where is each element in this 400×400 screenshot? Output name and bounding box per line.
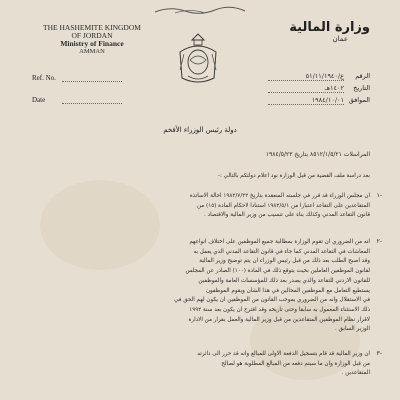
paragraph-line: المتقاعدين على التقاعد اعتبارا من ١٩٨٢/٥/١ استنادا لاحكام المادة (١٥) من	[196, 202, 370, 209]
field-label: التاريخ	[353, 84, 370, 92]
paragraph-line: من قبل الوزارة وان ما سيتم دفعه من المبالغ المطلوبة هو لصالح	[221, 360, 370, 367]
ref-number-field	[32, 74, 122, 82]
ministry-title: وزارة المالية	[289, 20, 370, 35]
paragraph-line: ذلك الاستثناء المعمول به سابقا وحتى تاريخه وقد اقترح ان يكون بعد سنة ١٩٩٢	[189, 306, 370, 313]
paragraph-number: ٣-	[376, 350, 382, 357]
field-value: ١٤٠٢هـ	[268, 84, 344, 93]
jordan-coat-of-arms-icon	[174, 30, 222, 88]
paragraph-line: يستطيع التعامل مع الموظفين المحالين في هذا الشأن ويقوم الموظفون	[205, 287, 370, 294]
ref-label: Ref. No.	[32, 74, 56, 82]
recipient-line: دولة رئيس الوزراء الأفخم	[163, 126, 237, 134]
body-paragraph	[40, 350, 370, 379]
paragraph-line: وقد اصبح الطلب بعد ذلك من قبل رئيس الوزراء ان يتم توضيح وزير المالية	[199, 258, 370, 265]
paragraph-line: ان مجلس الوزراء قد قرر في جلسته المنعقدة بتاريخ ١٩٨٢/٧/٢٢ احالة الاساتذة	[189, 193, 370, 199]
date-field	[32, 96, 122, 104]
arabic-ref-field	[268, 72, 370, 81]
date-label: Date	[32, 96, 46, 104]
letterhead-line: AMMAN	[79, 48, 105, 55]
paragraph-line: قانون التقاعد المدني وكذلك بناء على تنسيب من وزير المالية والاقتصاد .	[204, 212, 370, 219]
letterhead-line: OF JORDAN	[71, 31, 113, 40]
paragraph-line: في الاستقلال وانه من الضروري بموجب القانون من الموظفين ان يكون لهم الحق في	[174, 297, 370, 304]
letterhead-line: THE HASHEMITE KINGDOM	[43, 23, 141, 32]
city-label: عمان	[332, 35, 348, 43]
arabic-letterhead	[289, 20, 370, 43]
paragraph-line: المعاشات في التقاعد المدني كما جاء في قانون التقاعد المدني الذي يعمل به	[193, 248, 370, 255]
paragraph-line: ان وزير المالية قد قام بتسجيل الدفعة الاولى للمبالغ وانه قد حرر الى دائرته	[197, 351, 370, 357]
field-label: الرقم	[355, 72, 370, 80]
paragraph-number: ٢-	[376, 238, 382, 245]
paragraph-line: لقانون الموظفين العاملين بحيث يتوقع ذلك في المادة (١٠٠) الصادر عن المجلس	[185, 268, 370, 275]
paragraph-number: ١-	[376, 192, 382, 199]
field-value: ع/٥١/١١/١٩٤٠	[268, 72, 344, 81]
subject-line: المراسلات ٨٥١٢/١/٥/٢١ بتاريخ ١٩٨٤/٥/٢٣	[265, 151, 370, 158]
letterhead-line: Ministry of Finance	[60, 39, 124, 48]
english-letterhead	[32, 24, 152, 56]
header-calligraphy-mark	[150, 4, 250, 16]
arabic-date-field	[268, 84, 370, 93]
body-paragraph	[40, 238, 370, 335]
field-value: ١٩٨٤/١٠/٠١	[268, 96, 344, 105]
paragraph-line: بعد دراسة ملف القضية من قبل الوزارة نود اعلام دولتكم بالتالي :-	[218, 173, 370, 179]
paragraph-line: المتقاعدين .	[341, 370, 370, 377]
paragraph-line: للقانون الاردني للتقاعد والذي يصدر بعد ذلك للمؤسسات العامة والموظفين	[198, 277, 370, 284]
body-paragraph	[40, 192, 370, 221]
arabic-corresponding-field	[268, 96, 370, 105]
paragraph-line: لاقرار نظام الموظفين المتقاعدين من قبل وزير المالية والعمل بقرار من الادارة	[188, 316, 370, 323]
paragraph-line: انه من الضروري ان تقوم الوزارة بمطالبة جميع الموظفين على اختلاف انواعهم	[189, 239, 370, 245]
paragraph-line: الوزير السابق .	[334, 326, 370, 333]
body-paragraph	[40, 172, 370, 182]
field-label: الموافق	[348, 96, 370, 104]
